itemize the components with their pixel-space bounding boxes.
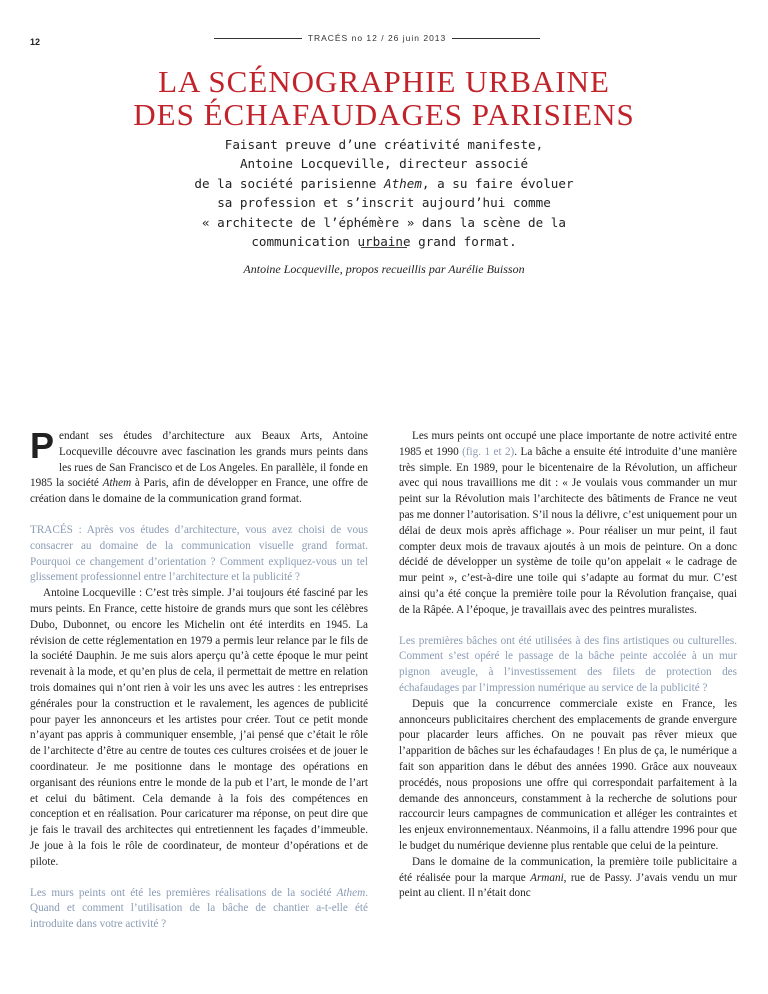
header-rule-left [214, 38, 302, 39]
intro-line-4: sa profession et s’inscrit aujourd’hui comme [217, 195, 551, 211]
company-name: Athem [102, 477, 132, 490]
answer-1: Antoine Locqueville : C’est très simple. J’ai toujours été fasciné par les murs peints. En France, cette histoire de grands murs que sont les célèbres Dubo, Dubonnet, ou encore les Michelin ont été interdits en 1945. La révision de cette réglementation en 1979 a permis leur relance par le fils de la société Dauphin. Je me suis alors aperçu qu’à cette époque le mur peint revenait à la mode, et qu’en plus de cela, il permettait de mettre en relation trois domaines qui n’ont rien à voir les uns avec les autres : les entreprises générales pour la construction et le ravalement, les agences de publicité pour payer les annonceurs et les artistes pour créer. Tout ce petit monde n’ayant pas appris à communiquer ensemble, j’ai pensé que c’était le rôle de l’architecte d’être au centre de toutes ces cultures croisées et de jouer le coordinateur. Je me positionne dans le montage des opérations en organisant des réunions entre le monde de la pub et l’art, le monde de l’art et celui du bâtiment. Cela demande à la fois des compétences en conception et en réalisation. Pour caricaturer ma réponse, on peut dire que je fais le travail des architectes qui entretiennent les façades d’immeuble. Je joue à la fois le rôle de coordinateur, de monteur d’opérations et de pilote. [30, 587, 368, 868]
figure-reference: (fig. 1 et 2) [462, 445, 515, 458]
company-name: Athem [383, 175, 422, 191]
intro-lede [150, 135, 618, 251]
running-header [214, 33, 540, 43]
intro-line-5: « architecte de l’éphémère » dans la scène de la [202, 214, 566, 230]
company-name: Athem [336, 886, 366, 899]
right-column [399, 429, 737, 902]
brand-name: Armani [530, 871, 564, 884]
intro-divider [361, 247, 407, 248]
intro-line-6: communication urbaine grand format. [251, 234, 517, 250]
question-2: Les murs peints ont été les premières réalisations de la société Athem. Quand et comment l’utilisation de la bâche de chantier a-t-elle été introduite dans votre activité ? [30, 886, 368, 931]
intro-line-2: Antoine Locqueville, directeur associé [239, 156, 529, 172]
answer-2: Les murs peints ont occupé une place importante de notre activité entre 1985 et 1990 (fig. 1 et 2). La bâche a ensuite été introduite d’une manière très simple. En 1989, pour le bicentenaire de la Révolution, un afficheur avec qui nous travaillions me dit : « Je voulais vous commander un mur peint sur la Révolution mais l’architecte des bâtiments de France ne veut pas me donner l’autorisation. S’il nous la délivre, c’est uniquement pour un délai de deux mois après affichage ». Pour réaliser un mur peint, il faut compter deux mois de travaux ajoutés à un mois de peinture. On a donc décidé de développer un système de toile qu’on appelait « le cadrage de mur peint », c’est-à-dire une toile qui s’adapte au format du mur. C’est ainsi qu’a été conçue la première toile pour la Révolution française, quai de la Râpée. A l’époque, je travaillais avec des peintres muralistes. [399, 430, 738, 616]
byline: Antoine Locqueville, propos recueillis par Aurélie Buisson [243, 262, 525, 276]
title-line-2: DES ÉCHAFAUDAGES PARISIENS [133, 97, 635, 132]
question-1: TRACÉS : Après vos études d’architecture, vous avez choisi de vous consacrer au domaine de la communication visuelle grand format. Pourquoi ce changement d’orientation ? Comment expliquez-vous un tel glissement professionnel entre l’architecture et la publicité ? [30, 523, 368, 584]
dropcap: P [30, 425, 55, 466]
title-line-1: LA SCÉNOGRAPHIE URBAINE [158, 64, 610, 99]
lead-paragraph: Pendant ses études d’architecture aux Beaux Arts, Antoine Locqueville découvre avec fascination les grands murs peints dans les rues de San Francisco et de Los Angeles. En parallèle, il fonde en 1985 la société Athem à Paris, afin de développer en France, une offre de création dans le domaine de la communication grand format. [30, 425, 368, 506]
intro-line-1: Faisant preuve d’une créativité manifeste, [224, 137, 544, 152]
header-rule-right [452, 38, 540, 39]
answer-4: Dans le domaine de la communication, la première toile publicitaire a été réalisée pour la marque Armani, rue de Passy. J’avais vendu un mur peint au client. Il n’était donc [399, 855, 737, 900]
left-column [30, 425, 368, 933]
running-title: TRACÉS no 12 / 26 juin 2013 [307, 33, 447, 43]
intro-line-3: de la société parisienne Athem, a su faire évoluer [194, 175, 574, 191]
page-number: 12 [30, 37, 41, 47]
article-title [0, 65, 768, 131]
answer-3: Depuis que la concurrence commerciale existe en France, les annonceurs publicitaires cherchent des emplacements de grande envergure pour placarder leurs affiches. On ne pouvait pas rêver mieux que l’apparition de bâches sur les échafaudages ! En plus de ça, le numérique a fait son apparition dans le début des années 1990. Grâce aux nouveaux procédés, nous proposions une offre qui correspondait parfaitement à la demande des annonceurs, constamment à la recherche de solutions pour raccourcir leurs campagnes de communication et alléger les contraintes et les enjeux environnementaux. Néanmoins, il a fallu attendre 1996 pour que le budget du numérique devienne plus rentable que celui de la peinture. [399, 697, 737, 852]
question-3: Les premières bâches ont été utilisées à des fins artistiques ou culturelles. Comment s’est opéré le passage de la bâche peinte accolée à un mur pignon aveugle, à l’investissement des filets de protection des échafaudages par l’impression numérique au service de la publicité ? [399, 634, 737, 694]
